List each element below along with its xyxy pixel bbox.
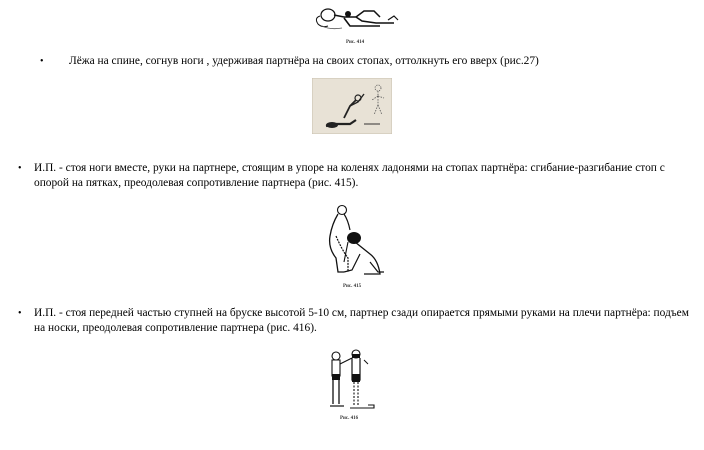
lying-push-partner-photo [312,78,392,134]
list-item-text: Лёжа на спине, согнув ноги , удерживая партнёра на своих стопах, оттолкнуть его вверх (рис.27) [69,55,539,67]
list-item-lying-push [69,54,689,69]
kneeling-partner-exercise-illustration [312,202,388,280]
list-item-text-line: И.П. - стоя ноги вместе, руки на партнере, стоящим в упоре на коленях ладонями на стопах партнёра: сгибание-разгибание стоп с [34,162,665,174]
list-item-kneeling-partner [34,161,702,191]
list-bullet: • [40,56,44,67]
list-item-text-line: на носки, преодолевая сопротивление партнера (рис. 416). [34,322,317,334]
standing-partner-exercise-illustration [322,346,382,412]
figure-415 [312,202,388,280]
figure-414 [300,2,410,34]
figure-27 [312,78,392,134]
list-bullet: • [18,163,22,174]
list-bullet: • [18,308,22,319]
figure-415-caption: Рис. 415 [343,284,362,289]
list-item-text-line: И.П. - стоя передней частью ступней на бруске высотой 5-10 см, партнер сзади опирается прямыми руками на плечи партнёра: подъем [34,307,689,319]
figure-414-caption: Рис. 414 [346,40,365,45]
partners-lying-exercise-illustration [300,2,410,34]
figure-416 [322,346,382,412]
list-item-text-line: опорой на пятках, преодолевая сопротивление партнера (рис. 415). [34,177,359,189]
list-item-standing-partner [34,306,702,336]
figure-416-caption: Рис. 416 [340,416,359,421]
